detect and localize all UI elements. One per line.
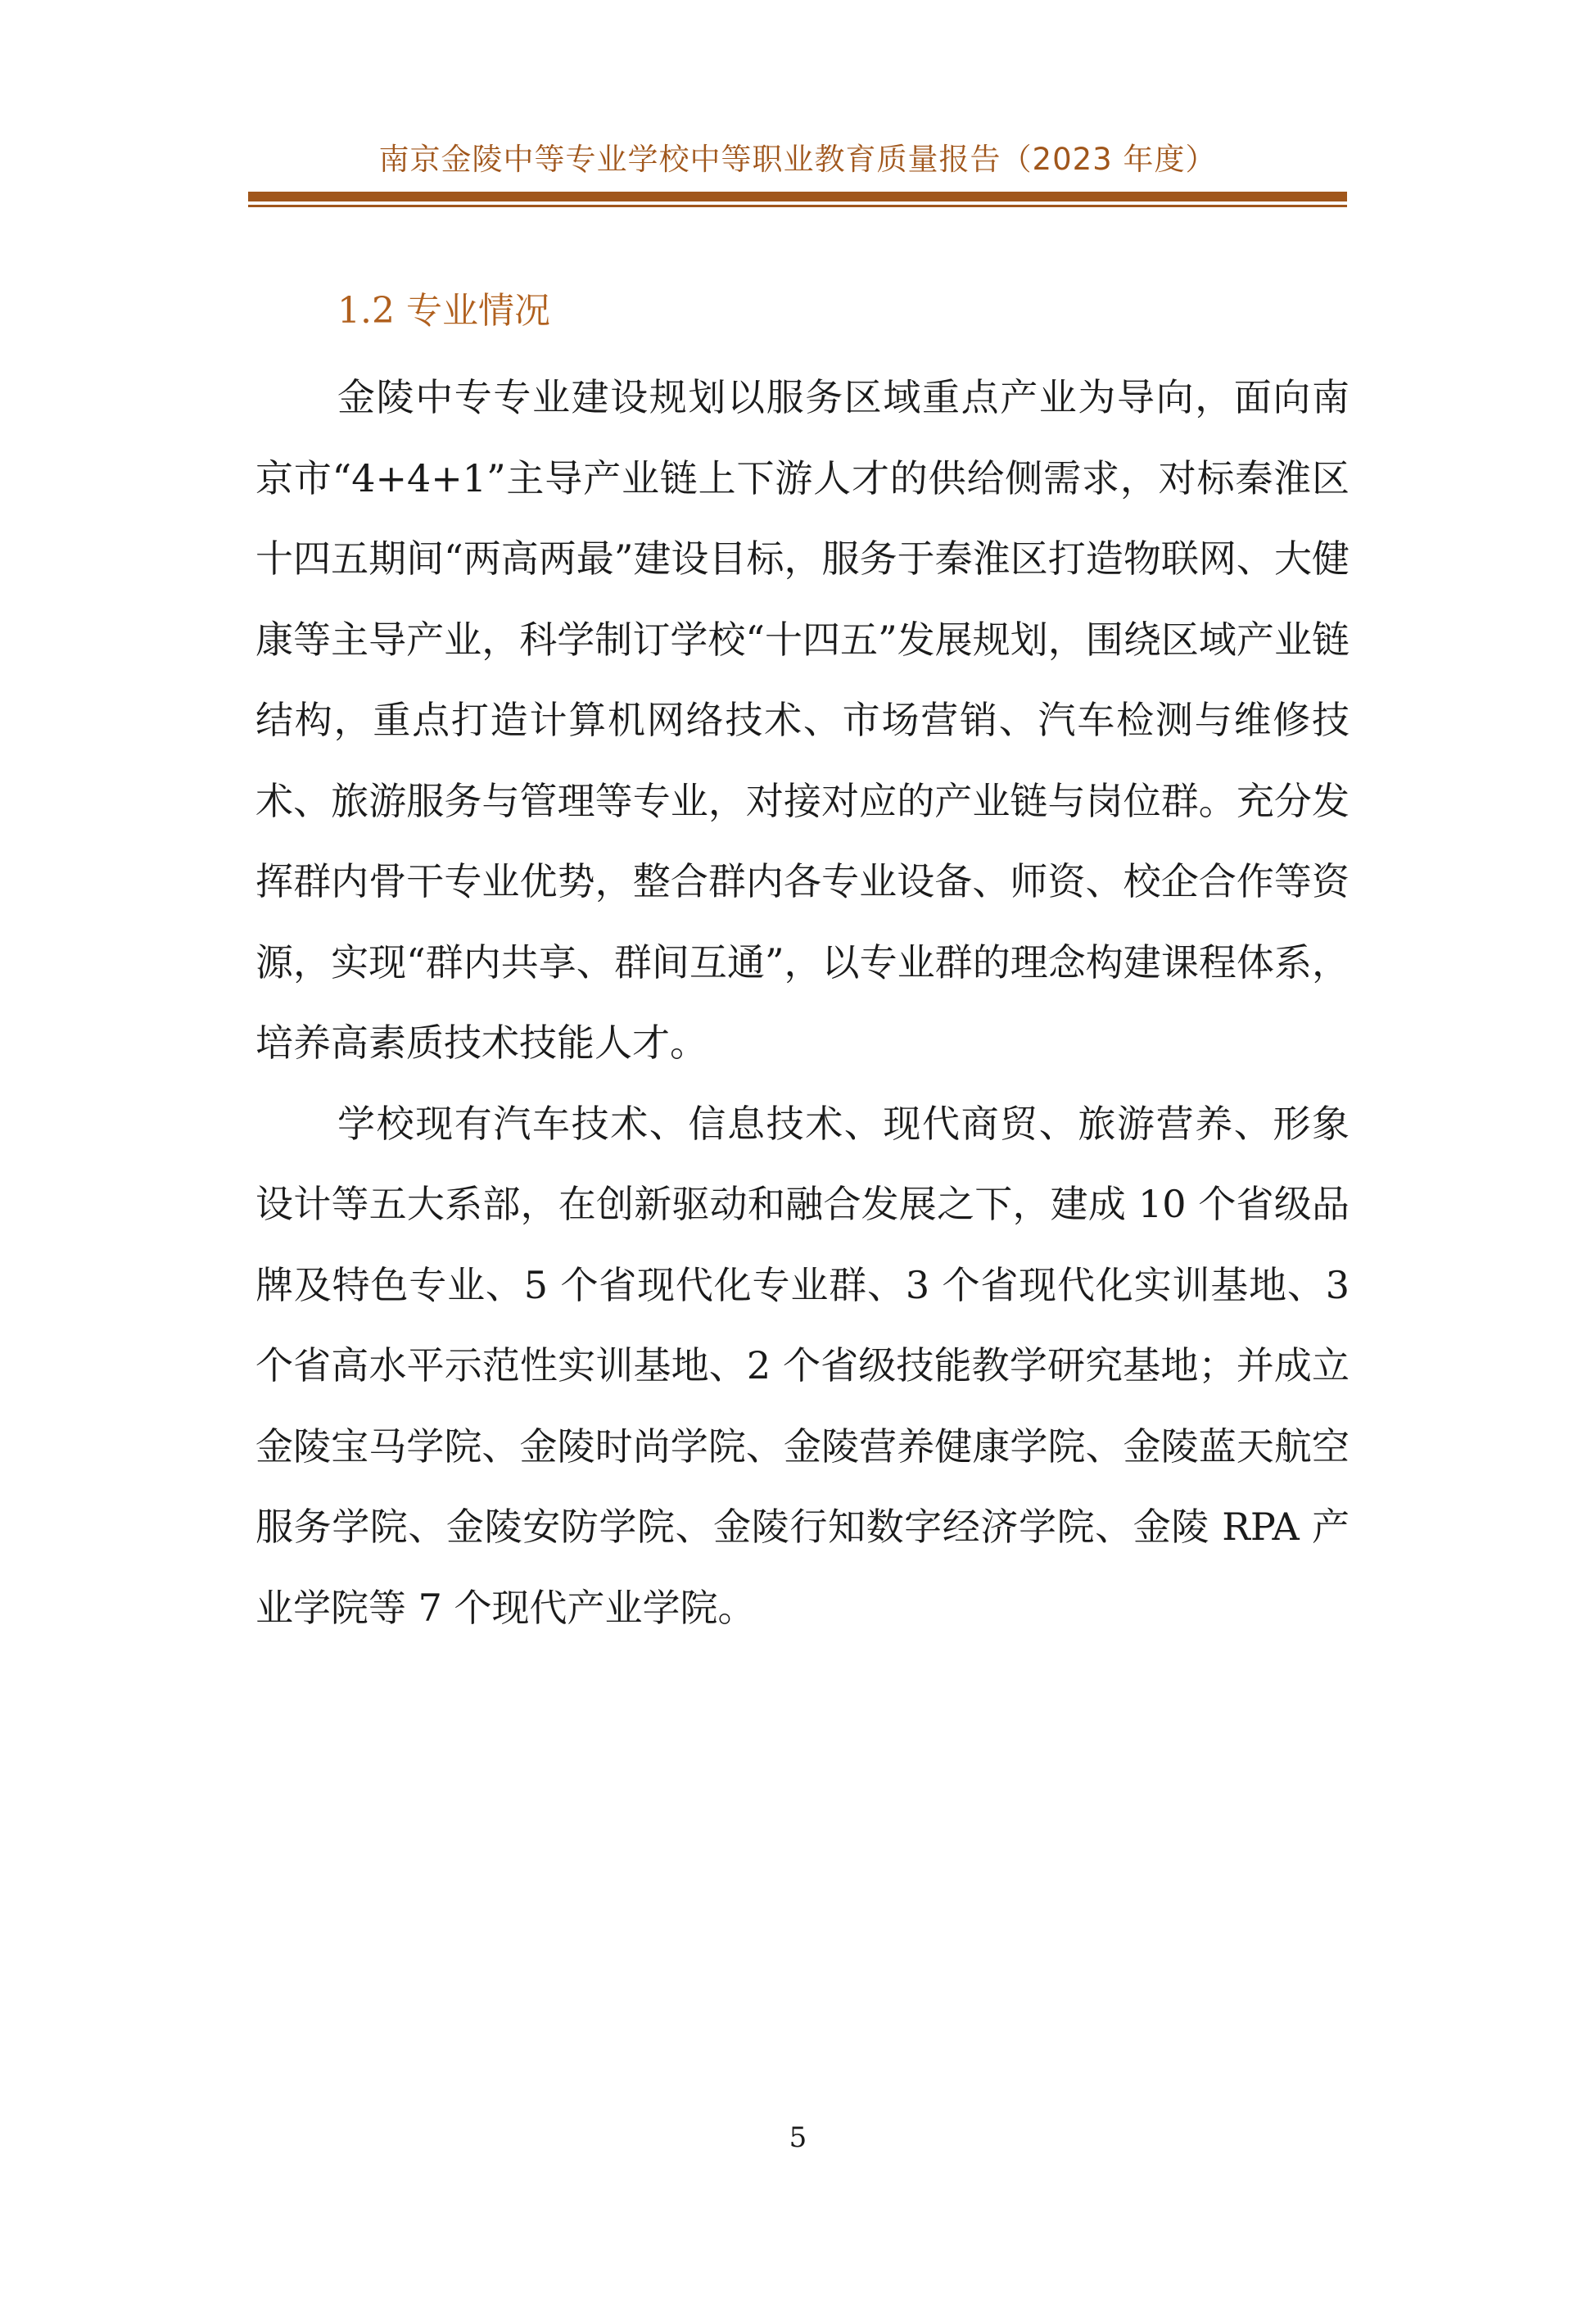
running-header: 南京金陵中等专业学校中等职业教育质量报告（2023 年度） bbox=[378, 142, 1217, 177]
header-rule bbox=[248, 192, 1347, 201]
body-content bbox=[255, 357, 1350, 1648]
section-title: 1.2 专业情况 bbox=[337, 290, 550, 332]
paragraph: 金陵中专专业建设规划以服务区域重点产业为导向，面向南京市“4+4+1”主导产业链上下游人才的供给侧需求，对标秦淮区十四五期间“两高两最”建设目标，服务于秦淮区打造物联网、大健康等主导产业，科学制订学校“十四五”发展规划，围绕区域产业链结构，重点打造计算机网络技术、市场营销、汽车检测与维修技术、旅游服务与管理等专业，对接对应的产业链与岗位群。充分发挥群内骨干专业优势，整合群内各专业设备、师资、校企合作等资源，实现“群内共享、群间互通”，以专业群的理念构建课程体系，培养高素质技术技能人才。 bbox=[255, 375, 1350, 1065]
paragraph: 学校现有汽车技术、信息技术、现代商贸、旅游营养、形象设计等五大系部，在创新驱动和融合发展之下，建成 10 个省级品牌及特色专业、5 个省现代化专业群、3 个省现代化实训基地、3 个省高水平示范性实训基地、2 个省级技能教学研究基地；并成立金陵宝马学院、金陵时尚学院、金陵营养健康学院、金陵蓝天航空服务学院、金陵安防学院、金陵行知数字经济学院、金陵 RPA 产业学院等 7 个现代产业学院。 bbox=[255, 1101, 1350, 1630]
page-number: 5 bbox=[789, 2121, 807, 2154]
header-rule-thin bbox=[248, 205, 1347, 207]
